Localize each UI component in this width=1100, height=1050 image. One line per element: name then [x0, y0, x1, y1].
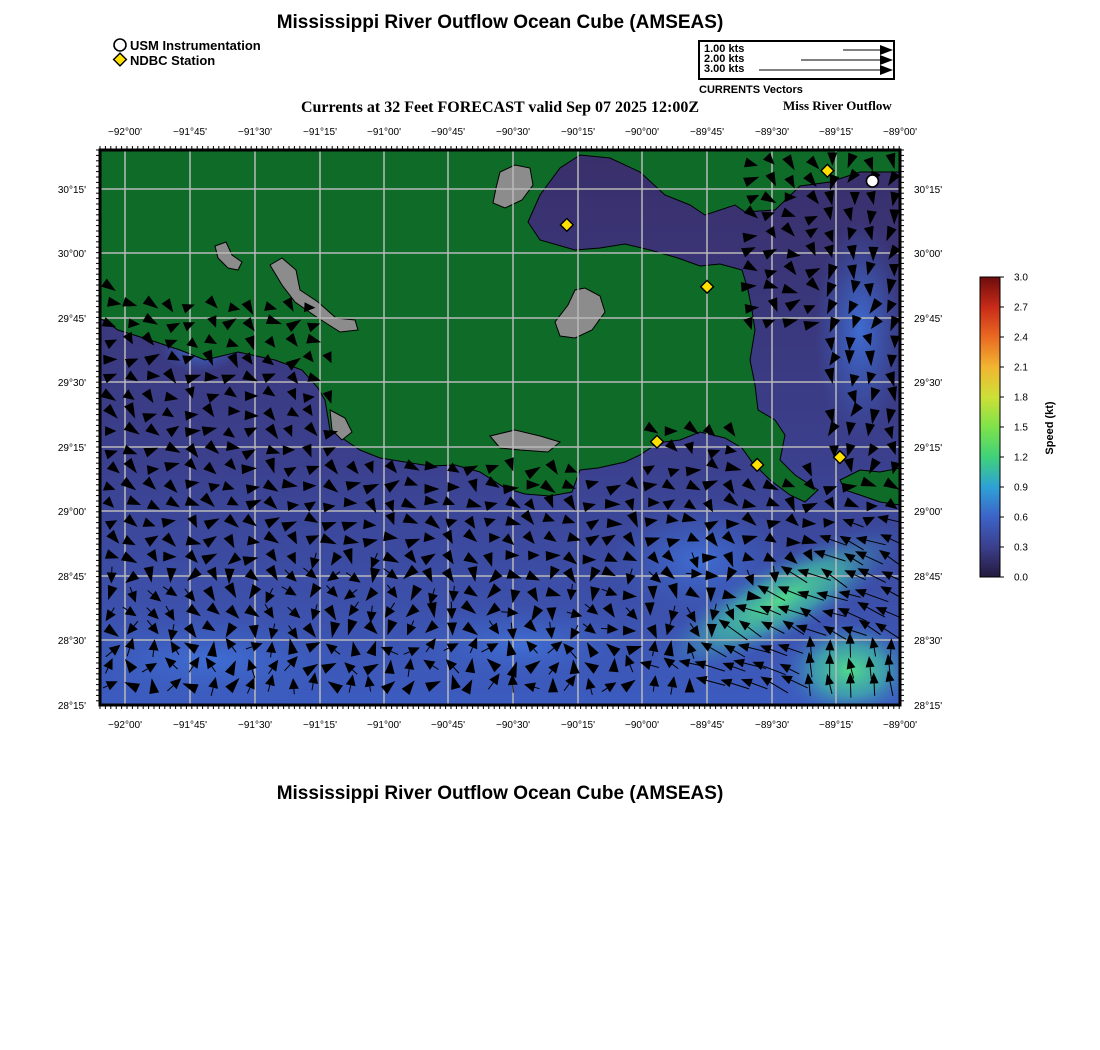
lon-label-top: −92°00' — [108, 127, 142, 138]
map-title-bottom: Mississippi River Outflow Ocean Cube (AMSEAS) — [276, 783, 724, 804]
lat-label-right: 28°30' — [914, 636, 943, 647]
lat-label-right: 29°00' — [914, 507, 943, 518]
colorbar-tick-label: 1.8 — [1014, 392, 1028, 404]
lon-label-top: −90°15' — [561, 127, 595, 138]
current-map — [0, 115, 960, 735]
lon-label-bottom: −90°15' — [561, 720, 595, 731]
lat-label-right: 29°15' — [914, 443, 943, 454]
colorbar-ticks — [1000, 273, 1028, 584]
lon-label-top: −89°45' — [690, 127, 724, 138]
colorbar-gradient — [980, 277, 1000, 577]
lat-label-right: 30°15' — [914, 185, 943, 196]
usm-station-marker[interactable] — [866, 175, 878, 187]
vector-key-label-1: 1.00 kts — [704, 43, 745, 55]
lon-label-top: −89°15' — [819, 127, 853, 138]
lat-labels-right — [914, 185, 942, 712]
lon-label-bottom: −91°00' — [367, 720, 401, 731]
lon-label-top: −90°45' — [431, 127, 465, 138]
lat-label-left: 29°00' — [57, 507, 86, 518]
lon-label-bottom: −90°00' — [625, 720, 659, 731]
vector-key-caption: CURRENTS Vectors — [699, 84, 803, 96]
colorbar-tick-label: 1.2 — [1014, 452, 1028, 464]
vector-key-arrow-1 — [843, 45, 893, 55]
lat-label-right: 28°15' — [914, 701, 943, 712]
colorbar-tick-label: 0.6 — [1014, 512, 1028, 524]
region-label: Miss River Outflow — [783, 98, 892, 113]
lat-label-left: 30°00' — [57, 249, 86, 260]
lat-labels-left — [58, 185, 86, 712]
lat-label-left: 29°45' — [57, 314, 86, 325]
lon-label-top: −89°00' — [883, 127, 917, 138]
lat-label-right: 29°45' — [914, 314, 943, 325]
lon-label-top: −91°45' — [173, 127, 207, 138]
vector-key — [698, 40, 895, 80]
ndbc-diamond-icon — [114, 53, 127, 66]
lon-label-bottom: −89°30' — [755, 720, 789, 731]
legend-usm-label: USM Instrumentation — [130, 38, 261, 53]
vector-key-label-3: 3.00 kts — [704, 63, 745, 75]
lon-label-top: −91°15' — [303, 127, 337, 138]
lat-label-left: 28°45' — [57, 572, 86, 583]
vector-key-label-2: 2.00 kts — [704, 53, 745, 65]
lat-label-right: 29°30' — [914, 378, 943, 389]
lon-label-top: −89°30' — [755, 127, 789, 138]
map-title: Mississippi River Outflow Ocean Cube (AMSEAS) — [276, 12, 724, 33]
colorbar-tick-label: 0.0 — [1014, 572, 1028, 584]
legend-symbols — [112, 38, 132, 72]
lat-label-left: 28°15' — [57, 701, 86, 712]
lat-label-left: 29°30' — [57, 378, 86, 389]
lon-label-top: −90°00' — [625, 127, 659, 138]
lat-label-right: 28°45' — [914, 572, 943, 583]
colorbar-label: Speed (kt) — [1044, 401, 1056, 455]
lat-label-left: 29°15' — [57, 443, 86, 454]
lon-label-bottom: −91°30' — [238, 720, 272, 731]
lon-label-top: −90°30' — [496, 127, 530, 138]
lon-labels-bottom — [108, 720, 917, 731]
colorbar-tick-label: 0.9 — [1014, 482, 1028, 494]
lat-label-right: 30°00' — [914, 249, 943, 260]
lat-label-left: 30°15' — [57, 185, 86, 196]
lat-label-left: 28°30' — [57, 636, 86, 647]
lon-label-bottom: −92°00' — [108, 720, 142, 731]
speed-colorbar — [970, 268, 1070, 588]
legend-ndbc-label: NDBC Station — [130, 53, 216, 68]
lon-label-top: −91°30' — [238, 127, 272, 138]
vector-key-arrow-2 — [801, 55, 893, 65]
lon-label-bottom: −89°00' — [883, 720, 917, 731]
lon-label-bottom: −89°45' — [690, 720, 724, 731]
colorbar-tick-label: 2.7 — [1014, 302, 1028, 314]
colorbar-tick-label: 2.1 — [1014, 362, 1028, 374]
lon-label-bottom: −90°30' — [496, 720, 530, 731]
map-layers — [70, 150, 922, 720]
vector-key-arrow-3 — [759, 65, 893, 75]
lon-label-bottom: −91°15' — [303, 720, 337, 731]
speed-patch — [400, 605, 640, 685]
usm-circle-icon — [114, 39, 126, 51]
lon-labels-top — [108, 127, 917, 138]
lon-label-bottom: −90°45' — [431, 720, 465, 731]
lon-label-bottom: −89°15' — [819, 720, 853, 731]
map-subtitle: Currents at 32 Feet FORECAST valid Sep 07 2025 12:00Z — [300, 99, 700, 116]
colorbar-tick-label: 0.3 — [1014, 542, 1028, 554]
colorbar-tick-label: 3.0 — [1014, 272, 1028, 284]
colorbar-tick-label: 2.4 — [1014, 332, 1028, 344]
colorbar-tick-label: 1.5 — [1014, 422, 1028, 434]
lon-label-top: −91°00' — [367, 127, 401, 138]
lon-label-bottom: −91°45' — [173, 720, 207, 731]
